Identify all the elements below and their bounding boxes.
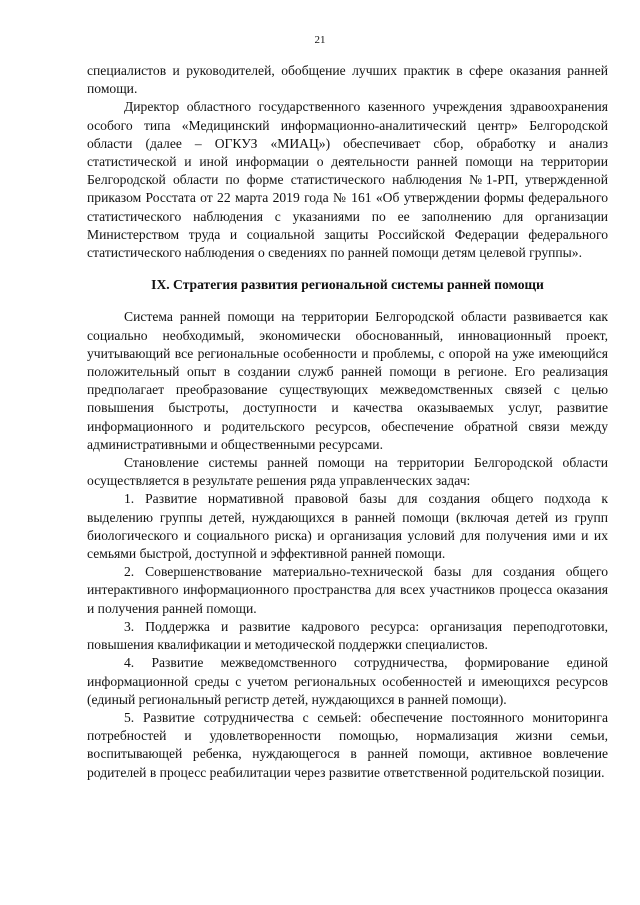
list-item: 5. Развитие сотрудничества с семьей: обеспечение постоянного мониторинга потребностей и удовлетворенности помощью, нормализация жизни семьи, воспитывающей ребенка, нуждающегося в ранней помощи, активное вовлечение родителей в процесс реабилитации через развитие ответственной родительской позиции.	[87, 709, 608, 780]
list-item: 4. Развитие межведомственного сотрудничества, формирование единой информационной среды с учетом региональных особенностей и имеющихся ресурсов (единый региональный регистр детей, нуждающихся в ранней помощи).	[87, 655, 608, 707]
page-number: 21	[314, 34, 326, 46]
list-item: 1. Развитие нормативной правовой базы для создания общего подхода к выделению группы детей, нуждающихся в ранней помощи (включая детей из групп биологического и социального риска) и организация условий для получения ими и их семьями быстрой, доступной и эффективной ранней помощи.	[87, 491, 608, 562]
paragraph: Директор областного государственного казенного учреждения здравоохранения особого типа «Медицинский информационно-аналитический центр» Белгородской области (далее – ОГКУЗ «МИАЦ») обеспечивает сбор, обработку и анализ статистической и иной информации о деятельности ранней помощи на территории Белгородской области по форме статистического наблюдения №1-РП, утвержденной приказом Росстата от 22 марта 2019 года № 161 «Об утверждении формы федерального статистического наблюдения с указаниями по ее заполнению для организации Министерством труда и социальной защиты Российской Федерации федерального статистического наблюдения о сведениях по ранней помощи детям целевой группы».	[87, 99, 608, 261]
list-item: 2. Совершенствование материально-технической базы для создания общего интерактивного информационного пространства для всех участников процесса оказания и получения ранней помощи.	[87, 564, 608, 616]
paragraph: Система ранней помощи на территории Белгородской области развивается как социально необходимый, экономически обоснованный, инновационный проект, учитывающий все региональные особенности и проблемы, с опорой на уже имеющийся положительный опыт в создании служб ранней помощи в регионе. Его реализация предполагает преобразование существующих межведомственных связей с целью повышения быстроты, доступности и качества оказываемых услуг, развитие информационного и родительского ресурсов, обеспечение обратной связи между административными и общественными ресурсами.	[87, 309, 608, 452]
paragraph: Становление системы ранней помощи на территории Белгородской области осуществляется в результате решения ряда управленческих задач:	[87, 455, 608, 489]
section-heading: IX. Стратегия развития региональной системы ранней помощи	[151, 277, 544, 293]
document-body	[87, 62, 608, 782]
paragraph: специалистов и руководителей, обобщение лучших практик в сфере оказания ранней помощи.	[87, 63, 608, 97]
list-item: 3. Поддержка и развитие кадрового ресурса: организация переподготовки, повышения квалификации и методической поддержки специалистов.	[87, 618, 608, 653]
